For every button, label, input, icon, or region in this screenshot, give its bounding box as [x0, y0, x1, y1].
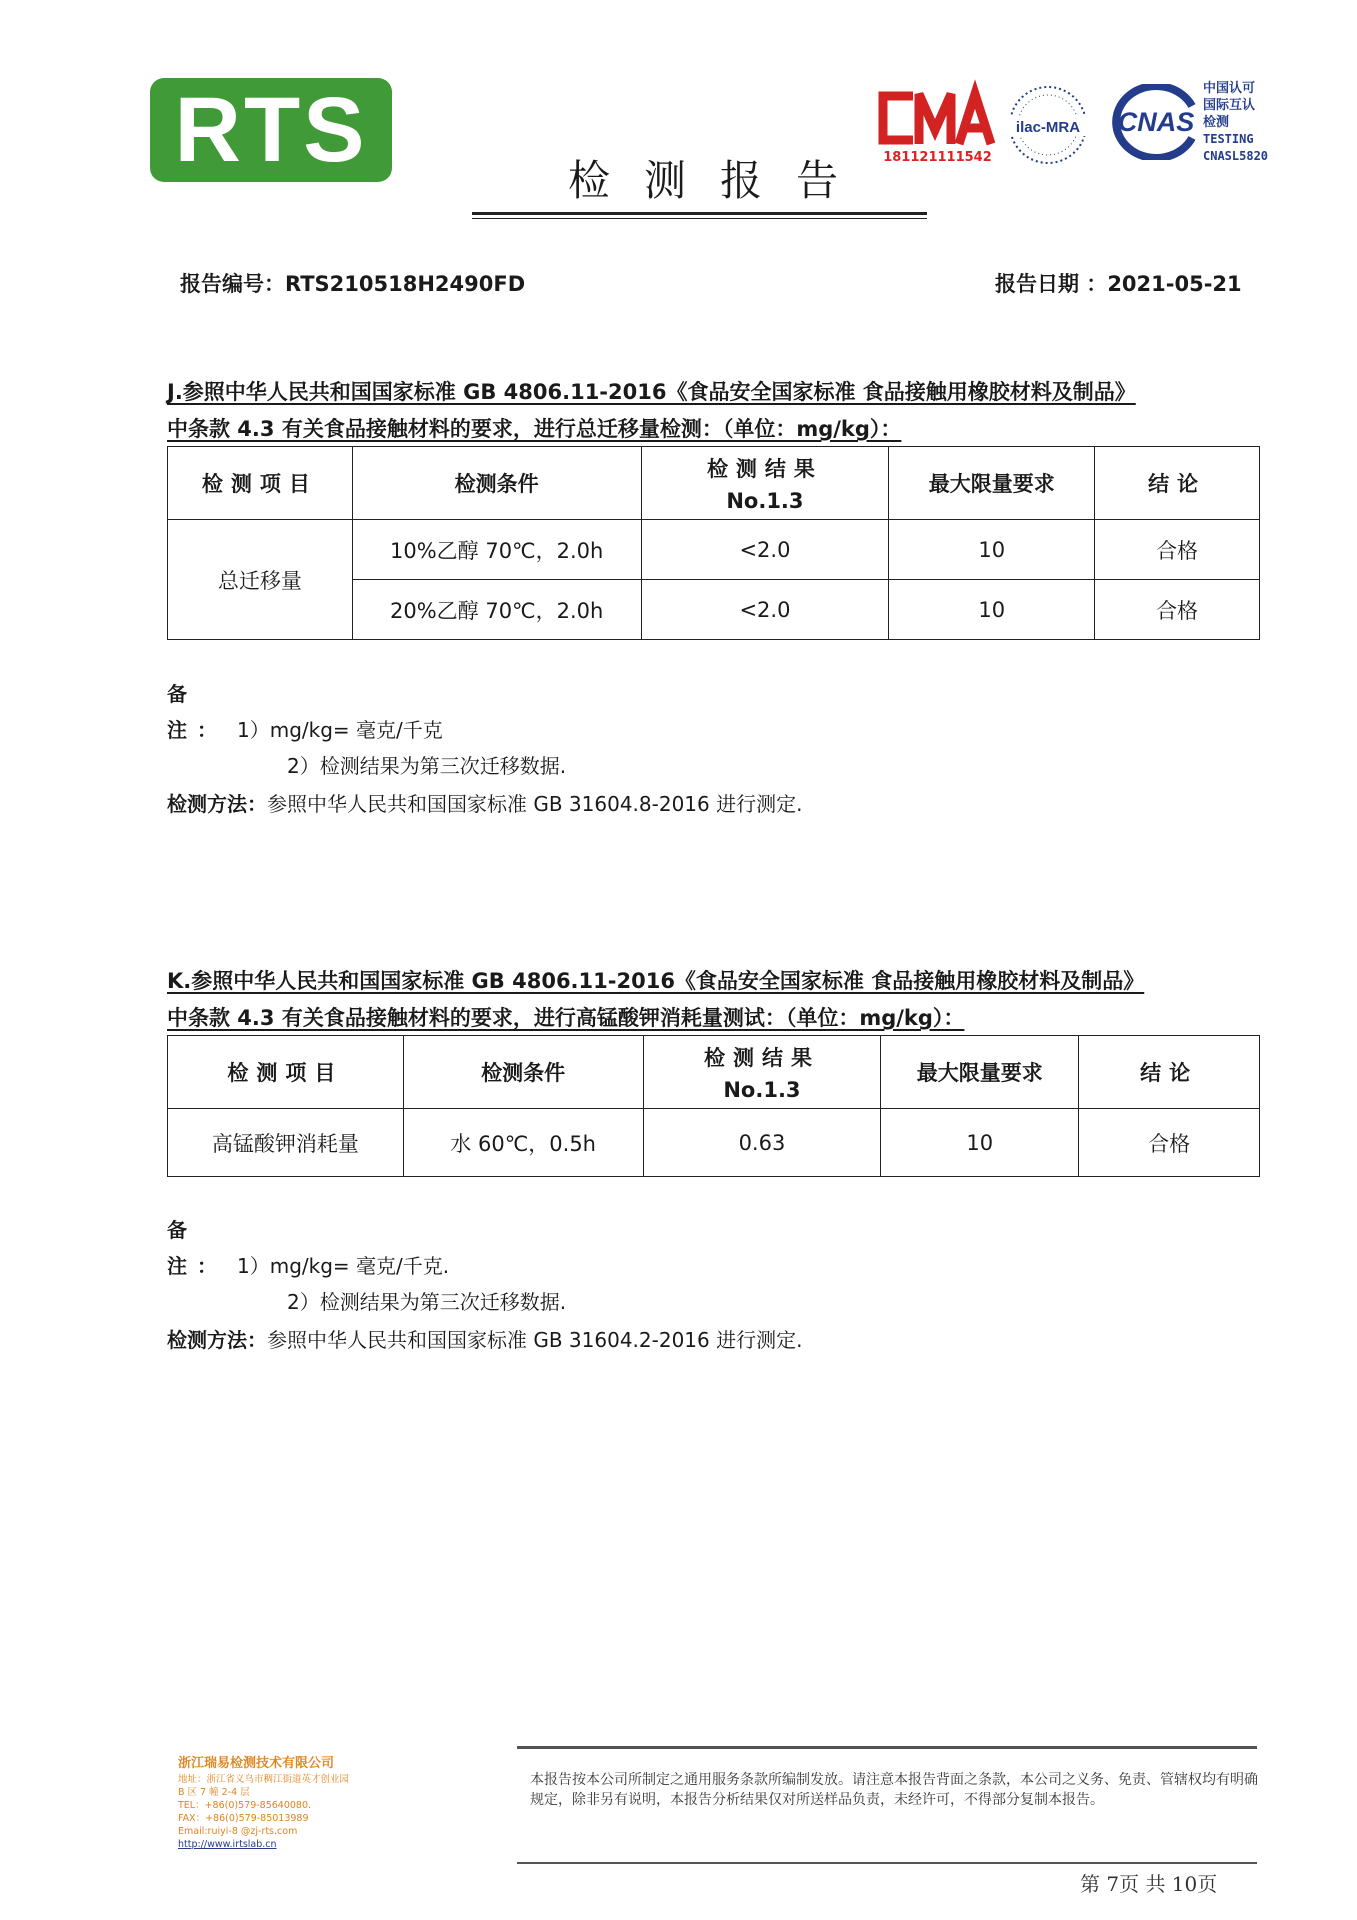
report-date-value: 2021-05-21 [1107, 272, 1242, 296]
cell-condition: 10%乙醇 70℃，2.0h [352, 520, 641, 580]
rts-logo [150, 78, 392, 182]
title-underline-thick [472, 212, 927, 215]
header-result-label: 检测结果 [703, 1046, 820, 1070]
cnas-line: TESTING [1203, 132, 1254, 146]
cell-limit: 10 [881, 1109, 1079, 1177]
header-condition: 检测条件 [352, 447, 641, 520]
svg-text:ilac-MRA: ilac-MRA [1015, 119, 1081, 136]
method-text: 参照中华人民共和国国家标准 GB 31604.2-2016 进行测定. [267, 1328, 803, 1352]
footer-divider-top [517, 1746, 1257, 1749]
title-underline-thin [472, 218, 927, 219]
svg-text:CNAS: CNAS [1117, 107, 1195, 137]
table-header-row [168, 1036, 1260, 1109]
header-result [641, 447, 889, 520]
cell-result: <2.0 [641, 520, 889, 580]
footer-tel: TEL：+86(0)579-85640080. [178, 1800, 312, 1811]
section-j-table [167, 446, 1260, 640]
report-number-value: RTS210518H2490FD [285, 272, 526, 296]
method-text: 参照中华人民共和国国家标准 GB 31604.8-2016 进行测定. [267, 792, 803, 816]
table-row [168, 1109, 1260, 1177]
page-number: 第 7页 共 10页 [1080, 1872, 1218, 1896]
cnas-accreditation-text [1203, 80, 1293, 165]
section-k-method [167, 1324, 802, 1353]
cell-result: 0.63 [643, 1109, 881, 1177]
section-k-table [167, 1035, 1260, 1177]
note-line: 2）检测结果为第三次迁移数据. [287, 754, 567, 778]
cma-cert-number: 181121111542 [883, 150, 992, 165]
cnas-line: 检测 [1203, 115, 1230, 130]
report-date-label: 报告日期 ： [995, 272, 1108, 296]
ilac-mra-mark-icon [1006, 80, 1090, 170]
report-number [180, 268, 525, 298]
method-label: 检测方法： [167, 1328, 267, 1352]
cell-conclusion: 合格 [1079, 1109, 1260, 1177]
section-title-line: J.参照中华人民共和国国家标准 GB 4806.11-2016《食品安全国家标准 食品接触用橡胶材料及制品》 [167, 380, 1136, 404]
cell-condition: 20%乙醇 70℃，2.0h [352, 580, 641, 640]
cnas-line: 中国认可 [1203, 81, 1256, 96]
method-label: 检测方法： [167, 792, 267, 816]
section-k-title [167, 963, 1267, 1037]
header-conclusion: 结论 [1079, 1036, 1260, 1109]
section-j-title [167, 374, 1267, 448]
footer-fax: FAX：+86(0)579-85013989 [178, 1813, 309, 1824]
note-line [167, 676, 566, 748]
section-title-line: K.参照中华人民共和国国家标准 GB 4806.11-2016《食品安全国家标准 食品接触用橡胶材料及制品》 [167, 969, 1145, 993]
cnas-mark-icon [1108, 84, 1198, 160]
note-line: 2）检测结果为第三次迁移数据. [287, 1290, 567, 1314]
footer-email: Email:ruiyi-8 @zj-rts.com [178, 1826, 298, 1837]
section-j-notes [167, 676, 566, 784]
footer-address: B 区 7 幢 2-4 层 [178, 1787, 250, 1798]
cell-limit: 10 [889, 520, 1095, 580]
header-limit: 最大限量要求 [881, 1036, 1079, 1109]
header-sample-id: No.1.3 [726, 489, 804, 513]
cnas-line: 国际互认 [1203, 98, 1256, 113]
section-title-line: 中条款 4.3 有关食品接触材料的要求，进行高锰酸钾消耗量测试：（单位：mg/kg）： [167, 1006, 965, 1030]
header-item: 检测项目 [168, 447, 353, 520]
header-conclusion: 结论 [1095, 447, 1260, 520]
logo-text: RTS [174, 79, 368, 181]
header-item: 检测项目 [168, 1036, 404, 1109]
footer-contact-info [178, 1773, 428, 1851]
report-date [995, 268, 1242, 298]
footer-disclaimer: 本报告按本公司所制定之通用服务条款所编制发放。请注意本报告背面之条款，本公司之义务、免责、管辖权均有明确规定，除非另有说明，本报告分析结果仅对所送样品负责，未经许可，不得部分复制本报告。 [530, 1772, 1258, 1808]
page-title: 检测报告 [567, 156, 872, 205]
footer-website-link[interactable]: http://www.irtslab.cn [178, 1839, 277, 1850]
footer-divider-bottom [517, 1862, 1257, 1864]
cell-item: 总迁移量 [168, 520, 353, 640]
header-limit: 最大限量要求 [889, 447, 1095, 520]
cell-conclusion: 合格 [1095, 580, 1260, 640]
header-sample-id: No.1.3 [723, 1078, 801, 1102]
cell-result: <2.0 [641, 580, 889, 640]
note-line [167, 1212, 566, 1284]
section-k-notes [167, 1212, 566, 1320]
section-j-method [167, 788, 802, 817]
note-label: 备注： [167, 682, 227, 742]
footer-company-name: 浙江瑞易检测技术有限公司 [178, 1756, 335, 1771]
report-number-label: 报告编号： [180, 272, 285, 296]
header-result [643, 1036, 881, 1109]
cell-item: 高锰酸钾消耗量 [168, 1109, 404, 1177]
cell-condition: 水 60℃，0.5h [403, 1109, 643, 1177]
footer-address: 地址：浙江省义乌市稠江街道英才创业园 [178, 1774, 350, 1785]
note-label: 备注： [167, 1218, 227, 1278]
note-text: 1）mg/kg= 毫克/千克. [237, 1254, 450, 1278]
section-title-line: 中条款 4.3 有关食品接触材料的要求，进行总迁移量检测：（单位：mg/kg）： [167, 417, 902, 441]
header-result-label: 检测结果 [706, 457, 823, 481]
cell-conclusion: 合格 [1095, 520, 1260, 580]
table-row [168, 520, 1260, 580]
header-condition: 检测条件 [403, 1036, 643, 1109]
table-header-row [168, 447, 1260, 520]
cnas-line: CNASL5820 [1203, 149, 1269, 163]
note-text: 1）mg/kg= 毫克/千克 [237, 718, 443, 742]
cell-limit: 10 [889, 580, 1095, 640]
